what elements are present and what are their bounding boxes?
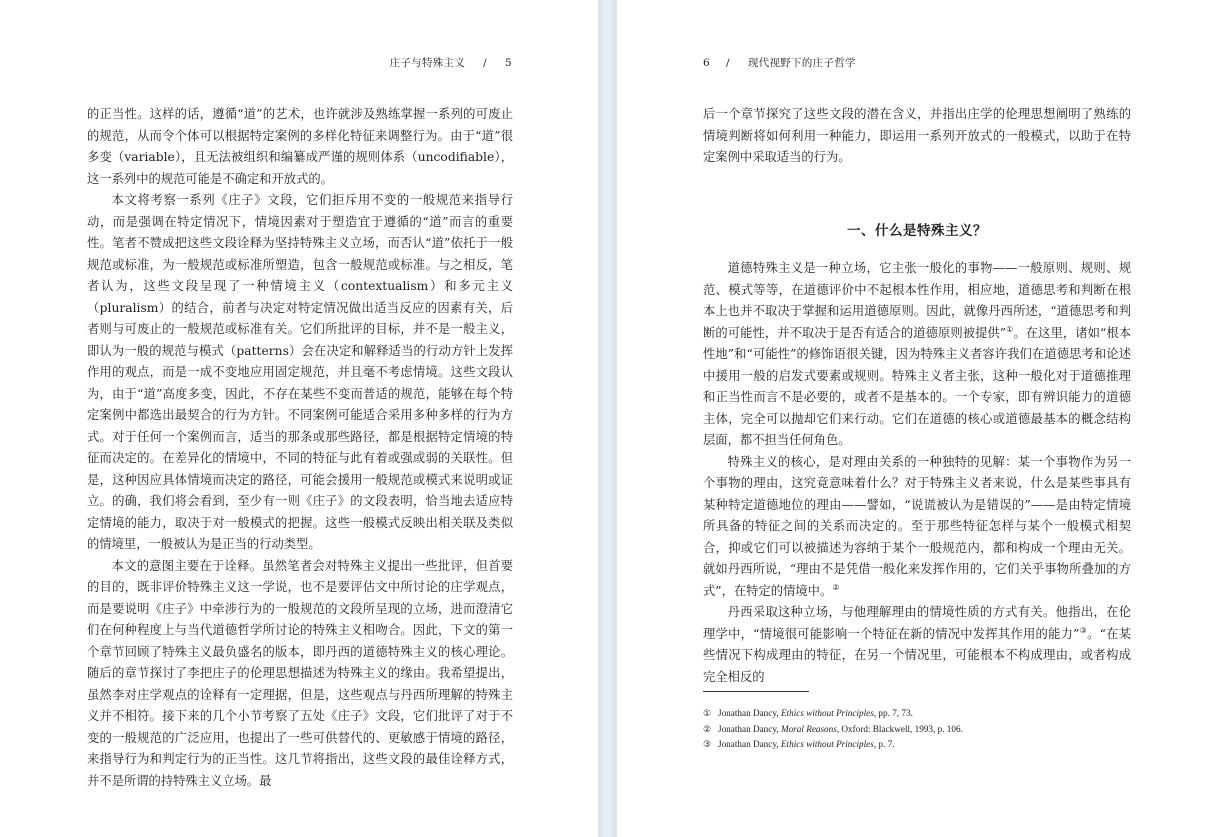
page-gutter (598, 0, 617, 837)
page-number: 6 (703, 57, 710, 69)
footnote (703, 722, 1133, 738)
header-title: 现代视野下的庄子哲学 (747, 57, 856, 69)
paragraph: 本文的意图主要在于诠释。虽然笔者会对特殊主义提出一些批评，但首要的目的，既非评价特殊主义这一学说，也不是要评估文中所讨论的庄学观点，而是要说明《庄子》中牵涉行为的一般规范的文段所呈现的立场，进而澄清它们在何种程度上与当代道德哲学所讨论的特殊主义相吻合。因此，下文的第一个章节回顾了特殊主义最负盛名的版本，即丹西的道德特殊主义的核心理论。随后的章节探讨了李把庄子的伦理思想描述为特殊主义的缘由。我希望提出，虽然李对庄学观点的诠释有一定理据，但是，这些观点与丹西所理解的特殊主义并不相符。接下来的几个小节考察了五处《庄子》文段，它们批评了对于不变的一般规范的广泛应用，也提出了一些可供替代的、更敏感于情境的路径，来指导行为和判定行为的正当性。这几节将指出，这些文段的最佳诠释方式，并不是所谓的持特殊主义立场。最 (87, 558, 513, 788)
footnote-ref[interactable]: ② (832, 582, 840, 592)
footnotes (703, 706, 1133, 753)
running-header (703, 55, 856, 70)
body-text (87, 104, 513, 792)
footnote-mark: ② (703, 723, 712, 734)
footnote-work: Ethics without Principles (780, 708, 874, 718)
left-page (0, 0, 598, 837)
paragraph: 后一个章节探究了这些文段的潜在含义，并指出庄学的伦理思想阐明了熟练的情境判断将如何利用一种能力，即运用一系列开放式的一般模式，以助于在特定案例中采取适当的行为。 (703, 107, 1131, 164)
footnote-divider (703, 691, 809, 692)
header-title: 庄子与特殊主义 (389, 57, 466, 69)
paragraph-text: 道德特殊主义是一种立场，它主张一般化的事物——一般原则、规则、规范、模式等等，在道德评价中不起根本性作用，相应地，道德思考和判断在根本上也并不取决于掌握和运用道德原则。因此，就像丹西所述，“道德思考和判断的可能性，并不取决于是否有适合的道德原则被提供” (703, 261, 1131, 340)
footnote-mark: ③ (703, 739, 712, 749)
footnote-work: Moral Reasons (780, 723, 837, 734)
section-heading: 一、什么是特殊主义？ (847, 222, 987, 239)
footnote (703, 706, 1133, 722)
footnote (703, 737, 1133, 753)
right-page (617, 0, 1216, 837)
paragraph (703, 602, 1131, 688)
footnote-author: Jonathan Dancy, (718, 708, 779, 718)
footnote-rest: , pp. 7, 73. (873, 708, 913, 718)
running-header (390, 55, 512, 70)
paragraph-text: 。在这里，诸如“根本性地”和“可能性”的修饰语很关键，因为特殊主义者容许我们在道德思考和论述中援用一般的启发式要素或规则。特殊主义者主张，这种一般化对于道德推理和正当性而言不是必要的，或者不是基本的。一个专家，即有辨识能力的道德主体，完全可以抛却它们来行动。它们在道德的核心或道德最基本的概念结构层面，都不担当任何角色。 (703, 325, 1131, 447)
scrollbar-track[interactable] (603, 0, 612, 837)
footnote-ref[interactable]: ① (1006, 324, 1014, 334)
paragraph-text: 特殊主义的核心，是对理由关系的一种独特的见解：某一个事物作为另一个事物的理由，这究竟意味着什么？对于特殊主义者来说，什么是某些事具有某种特定道德地位的理由——譬如，“说谎被认为是错误的”——是由特定情境所具备的特征之间的关系而决定的。至于那些特征怎样与某个一般模式相契合，抑或它们可以被描述为容纳于某个一般规范内，都和构成一个理由无关。就如丹西所说，“理由不是凭借一般化来发挥作用的，它们关乎事物所叠加的方式”，在特定的情境中。 (703, 454, 1131, 598)
body-text (703, 104, 1131, 688)
footnote-author: Jonathan Dancy, (718, 739, 779, 749)
footnote-author: Jonathan Dancy, (718, 723, 779, 734)
paragraph (703, 258, 1131, 452)
header-separator: / (483, 57, 488, 69)
footnote-ref[interactable]: ③ (1079, 625, 1088, 635)
paragraph: 的正当性。这样的话，遵循“道”的艺术，也许就涉及熟练掌握一系列的可废止的规范，从而令个体可以根据特定案例的多样化特征来调整行为。由于“道”很多变（variable），且无法被组织和编纂成严谨的规则体系（uncodifiable），这一系列中的规范可能是不确定和开放式的。 (87, 107, 513, 186)
footnote-rest: , p. 7. (873, 739, 895, 749)
footnote-mark: ① (703, 708, 712, 718)
paragraph: 本文将考察一系列《庄子》文段，它们拒斥用不变的一般规范来指导行动，而是强调在特定情况下，情境因素对于塑造宜于遵循的“道”而言的重要性。笔者不赞成把这些文段诠释为坚持特殊主义立场，而否认“道”依托于一般规范或标准，为一般规范或标准所塑造，包含一般规范或标准。与之相反，笔者认为，这些文段呈现了一种情境主义（contextualism）和多元主义（pluralism）的结合，前者与决定对特定情况做出适当反应的因素有关，后者则与可废止的一般规范或标准有关。它们所批评的目标，并不是一般主义，即认为一般的规范与模式（patterns）会在决定和解释适当的行动方针上发挥作用的观点，而是一成不变地应用固定规范，并且毫不考虑情境。这些文段认为，由于“道”高度多变，因此，不存在某些不变而普适的规范，能够在每个特定案例中都选出最契合的行为方针。不同案例可能适合采用多种多样的行为方式。对于任何一个案例而言，适当的那条或那些路径，都是根据特定情境的特征而决定的。在差异化的情境中，不同的特征与此有着或强或弱的关联性。但是，这种因应具体情境而决定的路径，可能会援用一般规范或模式来说明或证立。的确，我们将会看到，至少有一则《庄子》的文段表明，恰当地去适应特定情境的能力，取决于对一般模式的把握。这些一般模式反映出相关联及类似的情境里，一般被认为是正当的行动类型。 (87, 193, 513, 551)
footnote-work: Ethics without Principles (780, 739, 874, 749)
page-number: 5 (505, 57, 512, 69)
paragraph (703, 452, 1131, 603)
footnote-rest: , Oxford: Blackwell, 1993, p. 106. (836, 723, 963, 734)
header-separator: / (725, 57, 730, 69)
paragraph-text: 。“在某些情况下构成理由的特征，在另一个情况里，可能根本不构成理由，或者构成完全相反的 (703, 626, 1131, 684)
paragraph-text: 丹西采取这种立场，与他理解理由的情境性质的方式有关。他指出，在伦理学中，“情境很可能影响一个特征在新的情况中发挥其作用的能力” (703, 605, 1131, 641)
